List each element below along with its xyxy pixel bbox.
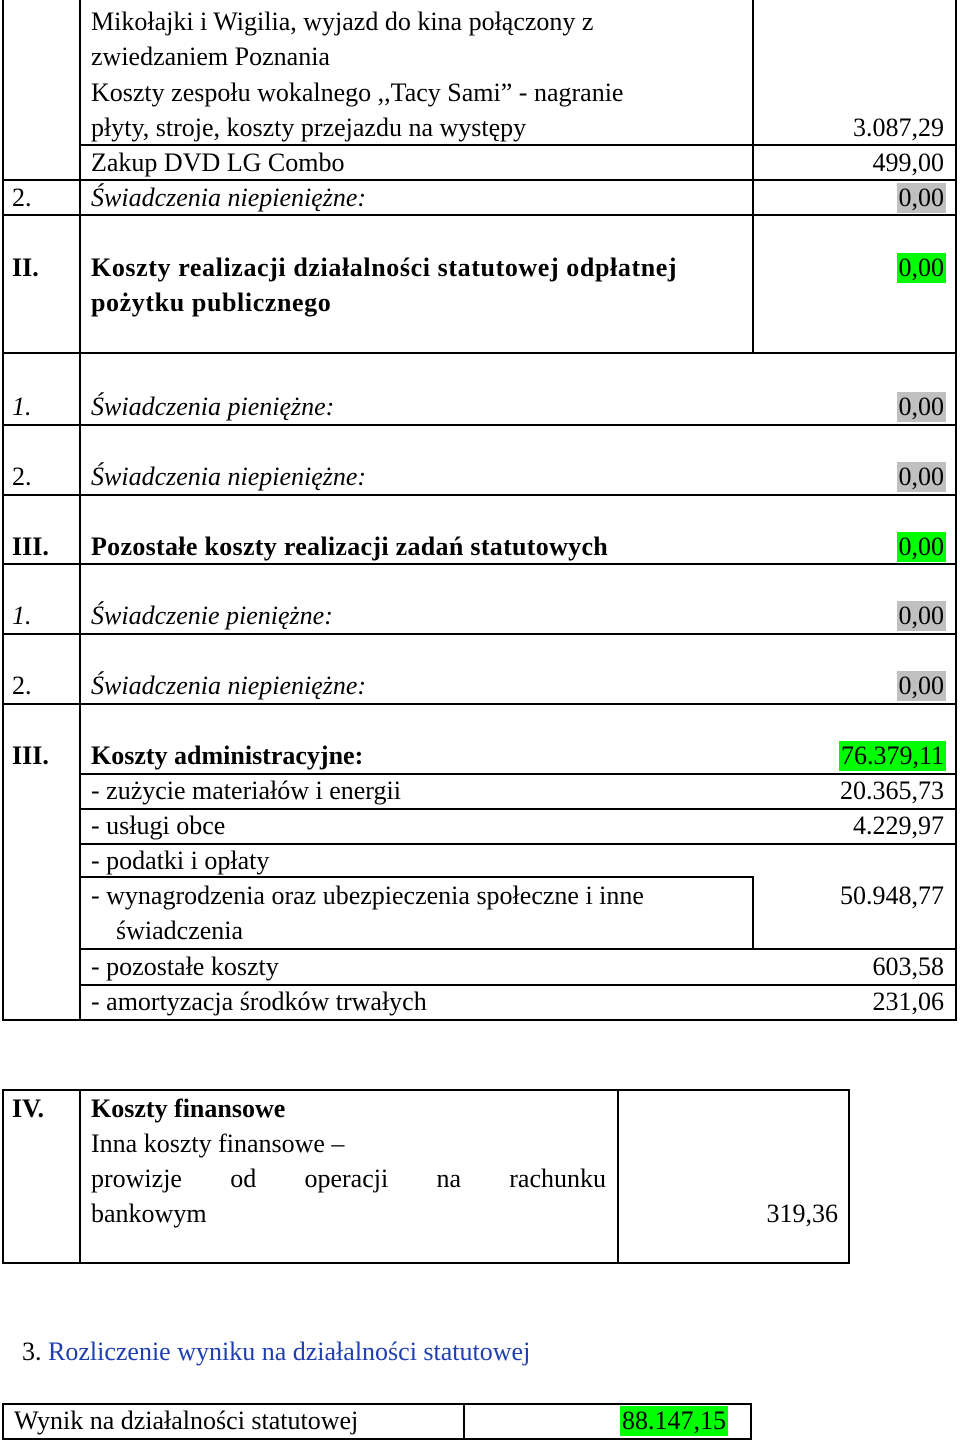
row-mikolajki-line2: zwiedzaniem Poznania xyxy=(91,42,330,71)
word: na xyxy=(436,1164,461,1193)
word: prowizje xyxy=(91,1164,182,1193)
row-dvd-value: 499,00 xyxy=(872,148,944,177)
row-uslugi-label: - usługi obce xyxy=(91,811,226,840)
result-label: Wynik na działalności statutowej xyxy=(14,1406,359,1435)
row-swiadczenia-niepieniezne-label: Świadczenia niepieniężne: xyxy=(91,671,367,700)
row-num-III: III. xyxy=(12,532,49,561)
word: rachunku xyxy=(509,1164,606,1193)
row-num: 2. xyxy=(12,671,32,700)
row-num: 2. xyxy=(12,462,32,491)
row-mikolajki-line1: Mikołajki i Wigilia, wyjazd do kina połączony z xyxy=(91,7,594,36)
row-dvd-label: Zakup DVD LG Combo xyxy=(91,148,345,177)
row-koszty-administracyjne-label: Koszty administracyjne: xyxy=(91,741,364,770)
row-wynagrodzenia-value: 50.948,77 xyxy=(840,881,944,910)
word: operacji xyxy=(304,1164,389,1193)
row-wynagrodzenia-line1: - wynagrodzenia oraz ubezpieczenia społeczne i inne xyxy=(91,881,644,910)
row-pozostale-koszty-value: 0,00 xyxy=(898,532,944,561)
row-pozostale-value: 603,58 xyxy=(872,952,944,981)
row-swiadczenia-niepieniezne-label: Świadczenia niepieniężne: xyxy=(91,462,367,491)
row-swiadczenie-pieniezne-label: Świadczenie pieniężne: xyxy=(91,601,333,630)
row-koszty-administracyjne-value: 76.379,11 xyxy=(840,741,944,770)
row-swiadczenie-pieniezne-value: 0,00 xyxy=(898,601,944,630)
koszty-finansowe-line1: Inna koszty finansowe – xyxy=(91,1129,345,1158)
row-zespol-value: 3.087,29 xyxy=(853,113,944,142)
row-pozostale-label: - pozostałe koszty xyxy=(91,952,279,981)
row-num-II: II. xyxy=(12,253,39,282)
row-zespol-line2: płyty, stroje, koszty przejazdu na występy xyxy=(91,113,527,142)
row-amortyzacja-label: - amortyzacja środków trwałych xyxy=(91,987,427,1016)
row-num: 2. xyxy=(12,183,32,212)
row-num: 1. xyxy=(12,392,32,421)
row-koszty-odplatnej-value: 0,00 xyxy=(898,253,944,282)
row-pozostale-koszty-label: Pozostałe koszty realizacji zadań statutowych xyxy=(91,532,609,561)
row-uslugi-value: 4.229,97 xyxy=(853,811,944,840)
row-swiadczenia-niepieniezne-value: 0,00 xyxy=(898,671,944,700)
row-koszty-odplatnej-line2: pożytku publicznego xyxy=(91,288,332,317)
section3-num: 3. xyxy=(22,1337,42,1366)
result-value: 88.147,15 xyxy=(622,1406,726,1435)
row-num: 1. xyxy=(12,601,32,630)
row-swiadczenia-niepieniezne-value: 0,00 xyxy=(898,462,944,491)
koszty-finansowe-line2 xyxy=(91,1164,606,1194)
section3-title: Rozliczenie wyniku na działalności statutowej xyxy=(48,1337,531,1366)
koszty-finansowe-value: 319,36 xyxy=(766,1199,838,1228)
row-num-III-admin: III. xyxy=(12,741,49,770)
row-swiadczenia-pieniezne-value: 0,00 xyxy=(898,392,944,421)
row-zuzycie-value: 20.365,73 xyxy=(840,776,944,805)
row-swiadczenia-niepieniezne-value: 0,00 xyxy=(898,183,944,212)
row-num-IV: IV. xyxy=(12,1094,45,1123)
row-podatki-label: - podatki i opłaty xyxy=(91,846,270,875)
row-amortyzacja-value: 231,06 xyxy=(872,987,944,1016)
word: od xyxy=(230,1164,257,1193)
koszty-finansowe-line3: bankowym xyxy=(91,1199,207,1228)
koszty-finansowe-title: Koszty finansowe xyxy=(91,1094,286,1123)
row-zuzycie-label: - zużycie materiałów i energii xyxy=(91,776,401,805)
section3-heading xyxy=(22,1337,530,1367)
row-koszty-odplatnej-line1: Koszty realizacji działalności statutowej odpłatnej xyxy=(91,253,678,282)
row-zespol-line1: Koszty zespołu wokalnego ,,Tacy Sami” - nagranie xyxy=(91,78,624,107)
row-swiadczenia-niepieniezne-label: Świadczenia niepieniężne: xyxy=(91,183,367,212)
row-wynagrodzenia-line2: świadczenia xyxy=(116,916,244,945)
row-swiadczenia-pieniezne-label: Świadczenia pieniężne: xyxy=(91,392,335,421)
